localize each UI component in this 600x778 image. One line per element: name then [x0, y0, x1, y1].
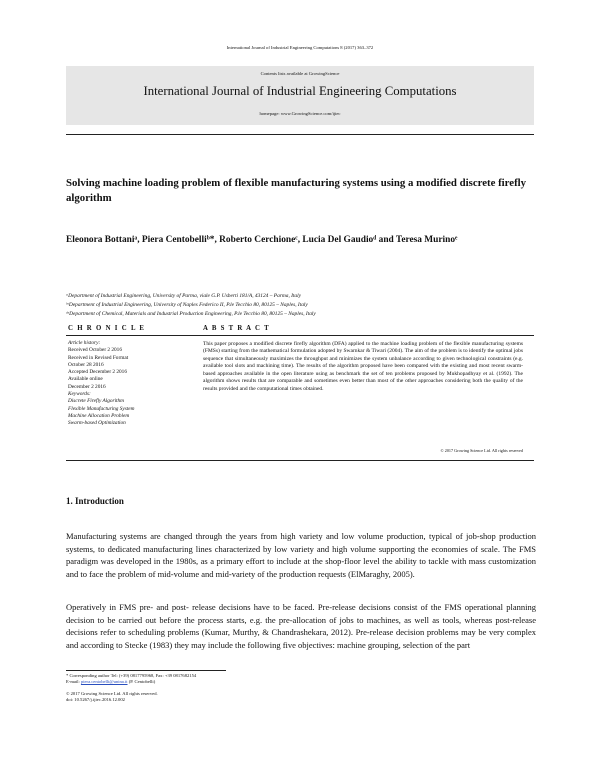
email-line: [66, 679, 536, 685]
keywords-label: Keywords:: [68, 391, 91, 398]
history-line: Available online: [68, 376, 103, 383]
footer-copyright: © 2017 Growing Science Ltd. All rights reserved.: [66, 691, 158, 696]
article-info: [68, 340, 186, 428]
email-note: (P. Centobelli): [128, 679, 156, 685]
abstract-divider: [66, 460, 534, 461]
history-line: December 2 2016: [68, 383, 106, 390]
email-link[interactable]: piera.centobelli@unina.it: [80, 679, 128, 685]
footnote-divider: [66, 670, 226, 671]
history-line: October 28 2016: [68, 361, 104, 368]
journal-title: International Journal of Industrial Engineering Computations: [143, 84, 457, 98]
affiliation-bc: ᵇᶜDepartment of Industrial Engineering, University of Naples Federico II, P.le Tecchio 80, 80125 – Naples, Italy: [66, 302, 308, 308]
history-line: Received October 2 2016: [68, 347, 122, 354]
paper-title: Solving machine loading problem of flexible manufacturing systems using a modified discrete firefly algorithm: [66, 177, 527, 204]
running-header: International Journal of Industrial Engineering Computations 8 (2017) 363–372: [226, 45, 374, 50]
intro-paragraph-1: Manufacturing systems are changed through the years from high variety and low volume production, typical of job-shop production systems, to dedicated manufacturing lines characterized by low variety and high volume supporting the economies of scale. The FMS paradigm was developed in the 1980s, as a primary effort to include at the shop-floor level the ability to tackle with mass customization and to face the problem of mid-volume and mid-variety of the production requests (ElMaraghy, 2005).: [66, 531, 536, 579]
abstract-copyright: © 2017 Growing Science Ltd. All rights reserved: [440, 448, 523, 453]
history-line: Received in Revised Format: [68, 354, 129, 361]
abstract-heading: A B S T R A C T: [203, 325, 270, 332]
chronicle-heading: C H R O N I C L E: [68, 325, 146, 332]
section-divider: [66, 335, 534, 336]
abstract-text: This paper proposes a modified discrete firefly algorithm (DFA) applied to the machine loading problem of the flexible manufacturing systems (FMSs) starting from the mathematical formulation adopted by Swarnkar & Tiwari (2004). The aim of the problem is to identify the optimal jobs sequence that simultaneously maximizes the throughput and minimizes the system unbalance according to given technological constraints (e.g. available tool slots and machining time). The results of the algorithm proposed have been compared with the existing and most recent swarm-based approaches available in the open literature using as benchmark the set of ten problems proposed by Mukhopadhyay et al. (1992). The algorithm shows results that are comparable and sometimes even better than most of the other approaches considering both the quality of the results provided and the computational times obtained.: [203, 341, 523, 392]
footer-doi[interactable]: doi: 10.5267/j.ijiec.2016.12.002: [66, 697, 125, 703]
footer-block: [66, 691, 536, 703]
history-line: Accepted December 2 2016: [68, 369, 127, 376]
keyword: Flexible Manufacturing System: [68, 405, 135, 412]
affiliation-a: ᵃDepartment of Industrial Engineering, University of Parma, viale G.P. Usberti 181/A, 43124 – Parma, Italy: [66, 293, 302, 299]
corresponding-author: * Corresponding author Tel: (+39) 0817795968, Fax: +39 0817682154: [66, 673, 197, 678]
journal-homepage[interactable]: homepage: www.GrowingScience.com/ijiec: [259, 111, 341, 116]
footnote-block: [66, 673, 536, 685]
keyword: Machine Allocation Problem: [68, 412, 130, 419]
email-label: E-mail:: [66, 679, 80, 685]
history-label: Article history:: [68, 340, 101, 346]
intro-paragraph-2: Operatively in FMS pre- and post- release decisions have to be faced. Pre-release decisions consist of the FMS operational planning decision to be carried out before the process starts, e.g. the pre-allocation of jobs to machines, as well as tools, whereas post-release decisions refer to scheduling problems (Kumar, Murthy, & Chandrashekara, 2012). Pre-release decision problems may be very complex and according to Stecke (1983) they may include the following five objectives: machine grouping, selection of the part: [66, 602, 536, 650]
header-divider: [66, 134, 534, 135]
introduction-heading: 1. Introduction: [66, 496, 124, 506]
author-list: Eleonora Bottaniᵃ, Piera Centobelliᵇ*, Roberto Cerchioneᶜ, Lucia Del Gaudioᵈ and Teresa Murinoᵉ: [66, 235, 458, 245]
keyword: Swarm-based Optimization: [68, 420, 126, 427]
affiliation-de: ᵈᵉDepartment of Chemical, Materials and Industrial Production Engineering, P.le Tecchio 80, 80125 – Naples, Italy: [66, 311, 316, 317]
contents-line: Contents lists available at GrowingScience: [260, 71, 340, 76]
keyword: Discrete Firefly Algorithm: [68, 398, 124, 405]
